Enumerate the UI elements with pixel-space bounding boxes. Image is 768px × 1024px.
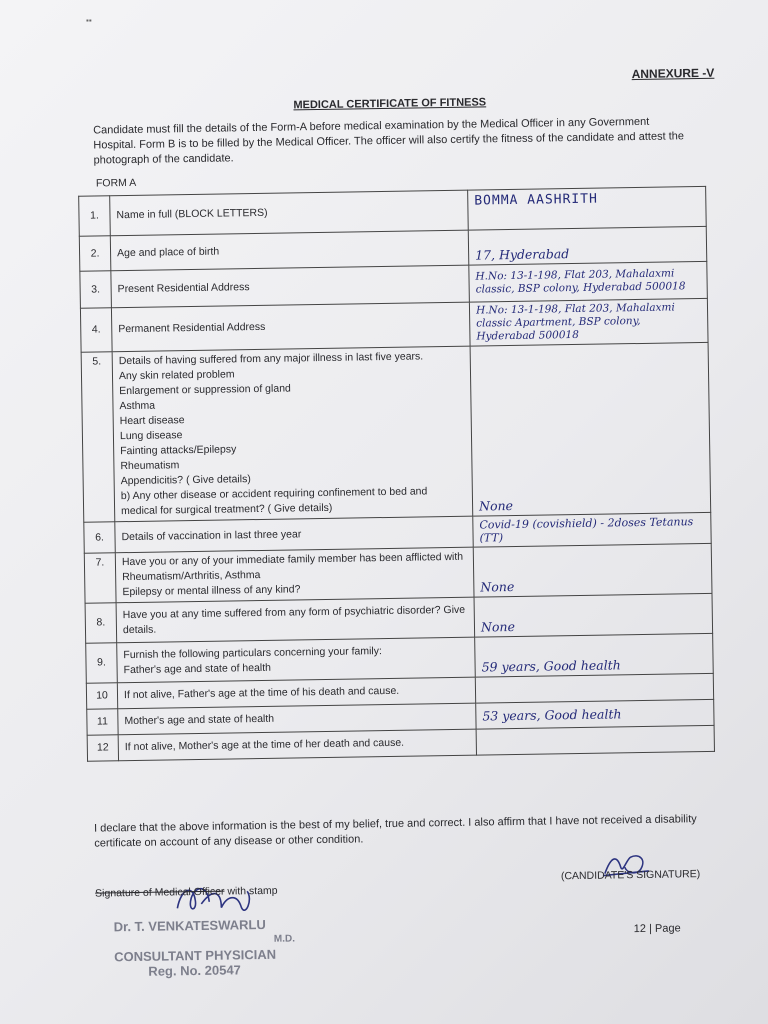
document-title: MEDICAL CERTIFICATE OF FITNESS xyxy=(293,96,487,112)
question-cell: Details of vaccination in last three year xyxy=(115,516,473,553)
form-a-table xyxy=(78,186,715,762)
certificate-content xyxy=(64,48,729,998)
question-line: Any skin related problem xyxy=(118,368,235,383)
row-number: 10 xyxy=(86,683,117,709)
row-number: 9. xyxy=(86,643,118,683)
question-line: Rheumatism/Arthritis, Asthma xyxy=(122,568,261,584)
stamp-name: Dr. T. VENKATESWARLU xyxy=(113,916,266,935)
row-number: 1. xyxy=(79,196,111,236)
answer-cell: 53 years, Good health xyxy=(476,699,714,729)
question-line: Lung disease xyxy=(119,429,183,443)
table-row xyxy=(81,342,711,522)
row-number: 6. xyxy=(84,522,115,553)
question-line: Fainting attacks/Epilepsy xyxy=(120,443,237,458)
question-line: Have you or any of your immediate family member has been afflicted with xyxy=(121,550,464,569)
question-cell: Age and place of birth xyxy=(110,230,469,271)
row-number: 7. xyxy=(84,553,116,603)
question-line: Asthma xyxy=(119,399,156,413)
question-line: Rheumatism xyxy=(120,459,180,473)
row-number: 4. xyxy=(80,308,112,352)
answer-cell: Covid-19 (covishield) - 2doses Tetanus (TT) xyxy=(473,512,711,547)
question-cell: Have you at any time suffered from any form of psychiatric disorder? Give details. xyxy=(116,597,475,643)
answer-cell: H.No: 13-1-198, Flat 203, Mahalaxmi classic Apartment, BSP colony, Hyderabad 500018 xyxy=(469,298,708,346)
question-line: Appendicitis? ( Give details) xyxy=(120,473,251,488)
question-line: Father's age and state of health xyxy=(123,661,272,676)
question-cell xyxy=(117,637,476,683)
row-number: 2. xyxy=(79,236,111,271)
question-cell: Present Residential Address xyxy=(111,265,470,308)
row-number: 8. xyxy=(85,603,117,643)
row-number: 3. xyxy=(80,271,112,308)
struck-label: Signature of Medical Officer xyxy=(95,885,225,900)
candidate-signature-label: (CANDIDATE'S SIGNATURE) xyxy=(560,868,701,883)
answer-cell: None xyxy=(473,543,712,597)
question-cell: If not alive, Mother's age at the time of her death and cause. xyxy=(118,729,476,761)
question-line: Heart disease xyxy=(119,414,185,428)
label-rest: with stamp xyxy=(224,884,278,898)
answer-cell: 59 years, Good health xyxy=(475,633,714,677)
question-cell xyxy=(115,547,474,603)
doctor-stamp xyxy=(114,916,296,979)
question-line: Enlargement or suppression of gland xyxy=(119,382,291,398)
stamp-degree: M.D. xyxy=(273,933,296,945)
question-line: b) Any other disease or accident requiring confinement to bed and medical for surgical treatment? ( Give details) xyxy=(120,485,428,518)
form-a-label: FORM A xyxy=(95,176,137,190)
name-answer: BOMMA AASHRITH xyxy=(474,191,598,209)
annexure-label: ANNEXURE -V xyxy=(631,65,715,82)
answer-cell: None xyxy=(470,342,711,516)
answer-cell xyxy=(476,725,714,755)
question-line: Details of having suffered from any major illness in last five years. xyxy=(118,350,424,368)
answer-cell: None xyxy=(474,593,713,637)
question-cell: Name in full (BLOCK LETTERS) xyxy=(110,190,469,236)
declaration-text: I declare that the above information is the best of my belief, true and correct. I also affirm that I have not received a disability certificate on account of any disease or other condition. xyxy=(94,813,697,850)
answer-cell: 17, Hyderabad xyxy=(468,226,707,265)
question-cell: Permanent Residential Address xyxy=(111,302,470,352)
answer-cell xyxy=(475,673,713,703)
question-line: Furnish the following particulars concerning your family: xyxy=(123,644,382,661)
stamp-designation: CONSULTANT PHYSICIAN xyxy=(114,946,277,965)
question-line: Epilepsy or mental illness of any kind? xyxy=(122,583,301,599)
row-number: 11 xyxy=(87,709,118,735)
corner-mark: ▪▪ xyxy=(86,16,92,25)
question-cell: Mother's age and state of health xyxy=(118,703,476,735)
row-number: 5. xyxy=(81,352,115,522)
answer-cell xyxy=(468,186,707,230)
stamp-reg: Reg. No. 20547 xyxy=(148,962,241,979)
question-cell: If not alive, Father's age at the time of his death and cause. xyxy=(117,677,475,709)
row-number: 12 xyxy=(87,735,118,761)
page-number: 12 | Page xyxy=(633,922,681,936)
instructions-text: Candidate must fill the details of the Form-A before medical examination by the Medical Officer in any Government Hospital. Form B is to be filled by the Medical Officer. The officer will also certify the fitness of the candidate and attest the photograph of the candidate. xyxy=(93,115,685,167)
answer-cell: H.No: 13-1-198, Flat 203, Mahalaxmi classic, BSP colony, Hyderabad 500018 xyxy=(469,261,708,302)
question-cell xyxy=(112,346,473,522)
